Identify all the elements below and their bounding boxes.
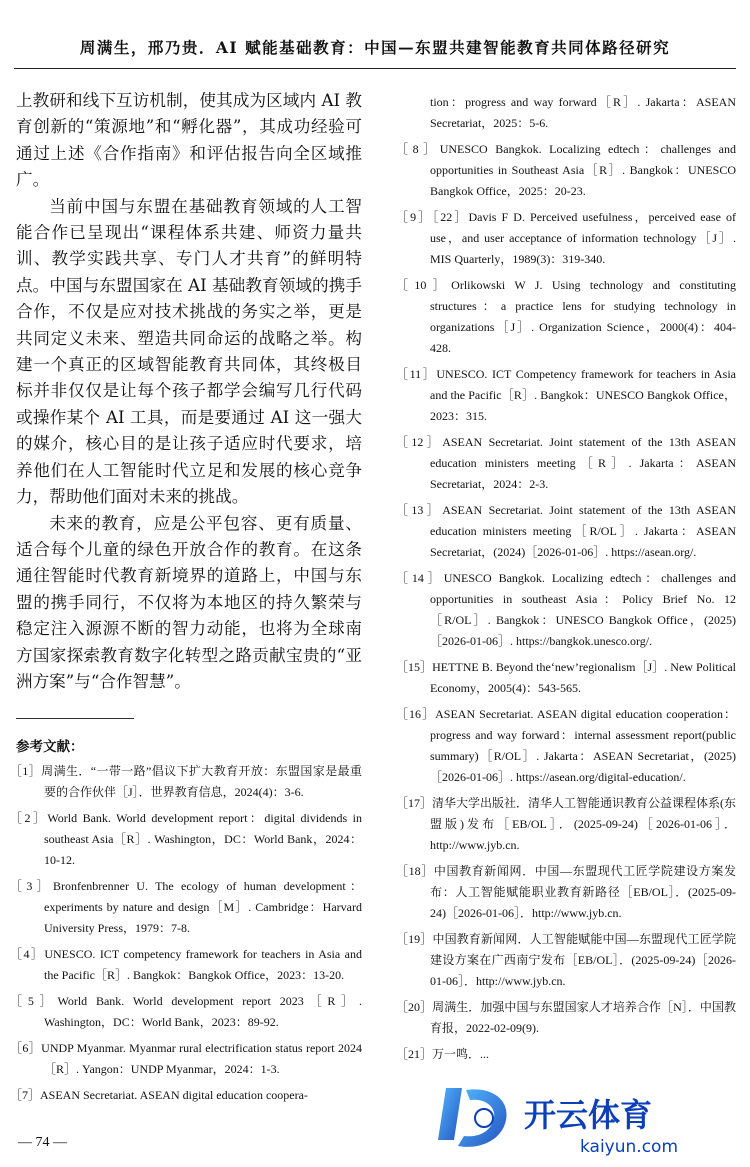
reference-item: ［12］ASEAN Secretariat. Joint statement of the 13th ASEAN education ministers meeting［R］. Jakarta：ASEAN Secretariat，2024：2-3. — [396, 435, 736, 491]
reference-item: ［21］万一鸣．... — [396, 1047, 490, 1061]
reference-item: ［5］World Bank. World development report 2023［R］. Washington，DC：World Bank，2023：89-92. — [10, 994, 362, 1029]
header-rule — [14, 68, 736, 69]
reference-item: ［10］Orlikowski W J. Using technology and constituting structures：a practice lens for studying technology in organizations［J］. Organization Science，2000(4)：404-428. — [396, 278, 736, 355]
body-paragraph: 未来的教育，应是公平包容、更有质量、适合每个儿童的绿色开放合作的教育。在这条通往智能时代教育新境界的道路上，中国与东盟的携手同行，不仅将为本地区的持久繁荣与稳定注入源源不断的智力动能，也将为全球南方国家探索教育数字化转型之路贡献宝贵的“亚洲方案”与“合作智慧”。 — [16, 513, 362, 691]
body-column — [16, 88, 362, 695]
watermark-brand-url: kaiyun.com — [580, 1137, 679, 1157]
reference-item: ［13］ASEAN Secretariat. Joint statement of the 13th ASEAN education ministers meeting［R/OL］. Jakarta：ASEAN Secretariat，(2024)［2026-01-06］. https://asean.org/. — [396, 503, 736, 559]
reference-item: ［11］UNESCO. ICT Competency framework for teachers in Asia and the Pacific［R］. Bangkok：UNESCO Bangkok Office，2023：315. — [396, 367, 736, 423]
references-left-column — [10, 761, 362, 1111]
reference-item: ［15］HETTNE B. Beyond the‘new’regionalism［J］. New Political Economy，2005(4)：543-565. — [396, 660, 736, 695]
body-paragraph: 当前中国与东盟在基础教育领域的人工智能合作已呈现出“课程体系共建、师资力量共训、教学实践共享、专门人才共育”的鲜明特点。中国与东盟国家在 AI 基础教育领域的携手合作，不仅是应对技术挑战的务实之举，更是共同定义未来、塑造共同命运的战略之举。构建一个真正的区域智能教育共同体，其终极目标并非仅仅是让每个孩子都学会编写几行代码或操作某个 AI 工具，而是要通过 AI 这一强大的媒介，核心目的是让孩子适应时代要求，培养他们在人工智能时代立足和发展的核心竞争力，帮助他们面对未来的挑战。 — [16, 196, 362, 507]
watermark-logo — [432, 1080, 742, 1160]
reference-item: ［19］中国教育新闻网．人工智能赋能中国—东盟现代工匠学院建设方案在广西南宁发布［EB/OL］．(2025-09-24)［2026-01-06］．http://www.jyb.cn. — [396, 932, 736, 988]
reference-item: ［7］ASEAN Secretariat. ASEAN digital education coopera- — [10, 1088, 308, 1102]
reference-item: ［18］中国教育新闻网．中国—东盟现代工匠学院建设方案发布：人工智能赋能职业教育新路径［EB/OL］．(2025-09-24)［2026-01-06］．http://www.jyb.cn. — [396, 864, 736, 920]
reference-item: ［20］周满生．加强中国与东盟国家人才培养合作［N］．中国教育报，2022-02-09(9). — [396, 1000, 736, 1035]
reference-item: ［3］Bronfenbrenner U. The ecology of human development：experiments by nature and design［M］. Cambridge：Harvard University Press，1979：7-8. — [10, 879, 362, 935]
reference-item: ［14］UNESCO Bangkok. Localizing edtech：challenges and opportunities in southeast Asia：Policy Brief No. 12［R/OL］. Bangkok：UNESCO Bangkok Office，(2025)［2026-01-06］. https://bangkok.unesco.org/. — [396, 571, 736, 648]
reference-item: ［2］World Bank. World development report：digital dividends in southeast Asia［R］. Washington，DC：World Bank，2024：10-12. — [10, 811, 362, 867]
reference-item: ［4］UNESCO. ICT competency framework for teachers in Asia and the Pacific［R］. Bangkok：Bangkok Office，2023：13-20. — [10, 947, 362, 982]
page-number: — 74 — — [18, 1135, 67, 1150]
reference-continuation: tion：progress and way forward［R］. Jakarta：ASEAN Secretariat，2025：5-6. — [430, 95, 736, 130]
references-right-column — [396, 92, 736, 1070]
reference-item: ［1］周满生．“一带一路”倡议下扩大教育开放：东盟国家是最重要的合作伙伴［J］．世界教育信息，2024(4)：3-6. — [10, 764, 362, 799]
running-header: 周满生，邢乃贵．AI 赋能基础教育：中国—东盟共建智能教育共同体路径研究 — [79, 38, 671, 57]
watermark-icon — [432, 1080, 742, 1160]
body-paragraph: 上教研和线下互访机制，使其成为区域内 AI 教育创新的“策源地”和“孵化器”，其成功经验可通过上述《合作指南》和评估报告向全区域推广。 — [16, 91, 362, 190]
references-title: 参考文献： — [16, 739, 84, 755]
reference-item: ［16］ASEAN Secretariat. ASEAN digital education cooperation：progress and way forward：internal assessment report(public summary)［R/OL］. Jakarta：ASEAN Secretariat，(2025)［2026-01-06］. https://asean.org/digital-education/. — [396, 707, 736, 784]
reference-item: ［9］［22］Davis F D. Perceived usefulness，perceived ease of use，and user acceptance of information technology［J］. MIS Quarterly，1989(3)：319-340. — [396, 210, 736, 266]
reference-item: ［8］UNESCO Bangkok. Localizing edtech：challenges and opportunities in Southeast Asia［R］. Bangkok：UNESCO Bangkok Office，2025：20-23. — [396, 142, 736, 198]
references-rule — [16, 718, 134, 719]
reference-item: ［17］清华大学出版社．清华人工智能通识教育公益课程体系(东盟版)发布［EB/OL］．(2025-09-24)［2026-01-06］．http://www.jyb.cn. — [396, 796, 736, 852]
watermark-brand-cn: 开云体育 — [524, 1096, 653, 1134]
reference-item: ［6］UNDP Myanmar. Myanmar rural electrification status report 2024［R］. Yangon：UNDP Myanmar，2024：1-3. — [10, 1041, 362, 1076]
